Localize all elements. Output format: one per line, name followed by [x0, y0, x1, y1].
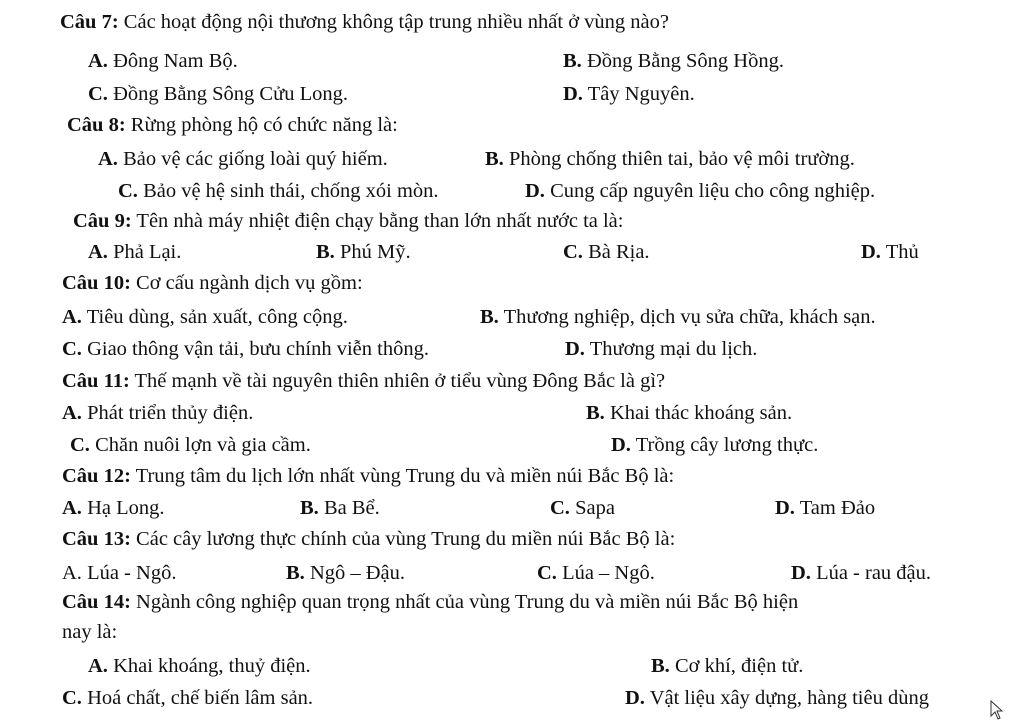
option-9b	[316, 239, 411, 265]
option-12a	[62, 495, 165, 521]
question-label: Câu 9:	[73, 210, 132, 232]
option-text: Khai thác khoáng sản.	[604, 402, 793, 424]
option-13c	[537, 560, 655, 586]
option-text: Thủ	[880, 241, 919, 263]
option-text: Chăn nuôi lợn và gia cầm.	[89, 434, 311, 456]
option-text: Lúa - Ngô.	[81, 562, 177, 584]
question-text: Cơ cấu ngành dịch vụ gồm:	[130, 272, 363, 294]
question-label: Câu 7:	[60, 11, 119, 33]
question-label: Câu 10:	[62, 272, 131, 294]
option-letter: B.	[316, 241, 335, 263]
option-9d	[861, 239, 919, 265]
option-text: Sapa	[569, 497, 615, 519]
option-text: Đồng Bằng Sông Cửu Long.	[107, 83, 348, 105]
option-text: Trồng cây lương thực.	[630, 434, 819, 456]
option-letter: A.	[98, 148, 118, 170]
option-9c	[563, 239, 650, 265]
question-13	[62, 526, 675, 552]
question-text: Rừng phòng hộ có chức năng là:	[125, 114, 398, 136]
question-14-continued: nay là:	[62, 621, 118, 643]
option-text: Phát triển thủy điện.	[81, 402, 254, 424]
option-text: Tam Đảo	[794, 497, 876, 519]
option-letter: C.	[550, 497, 570, 519]
option-letter: C.	[62, 687, 82, 709]
option-letter: B.	[286, 562, 305, 584]
option-letter: B.	[651, 655, 670, 677]
question-14	[62, 589, 798, 615]
option-letter: B.	[480, 306, 499, 328]
question-label: Câu 14:	[62, 591, 131, 613]
option-text: Thương nghiệp, dịch vụ sửa chữa, khách sạn.	[498, 306, 876, 328]
question-8	[67, 112, 398, 138]
option-12c	[550, 495, 615, 521]
option-letter: D.	[861, 241, 881, 263]
question-12	[62, 463, 674, 489]
option-letter: D.	[611, 434, 631, 456]
option-text: Tây Nguyên.	[582, 83, 695, 105]
option-letter: D.	[775, 497, 795, 519]
option-text: Bảo vệ các giống loài quý hiếm.	[117, 148, 388, 170]
option-13b	[286, 560, 405, 586]
option-13d	[791, 560, 931, 586]
option-7a	[88, 48, 238, 74]
question-label: Câu 12:	[62, 465, 131, 487]
question-label: Câu 11:	[62, 370, 130, 392]
option-letter: A.	[88, 241, 108, 263]
option-text: Ba Bể.	[318, 497, 380, 519]
option-7c	[88, 81, 348, 107]
option-text: Giao thông vận tải, bưu chính viễn thông.	[81, 338, 429, 360]
question-text: Ngành công nghiệp quan trọng nhất của vùng Trung du và miền núi Bắc Bộ hiện	[130, 591, 799, 613]
option-text: Bảo vệ hệ sinh thái, chống xói mòn.	[137, 180, 439, 202]
option-text: Cung cấp nguyên liệu cho công nghiệp.	[544, 180, 876, 202]
option-letter: C.	[70, 434, 90, 456]
option-14b	[651, 653, 803, 679]
question-label: Câu 13:	[62, 528, 131, 550]
mouse-cursor-icon	[990, 700, 1004, 720]
option-text: Khai khoáng, thuỷ điện.	[107, 655, 311, 677]
option-10b	[480, 304, 876, 330]
option-letter: A.	[88, 655, 108, 677]
option-8d	[525, 178, 875, 204]
option-letter: A.	[62, 306, 82, 328]
question-9	[73, 208, 623, 234]
option-letter: D.	[563, 83, 583, 105]
option-text: Bà Rịa.	[582, 241, 650, 263]
option-letter: C.	[563, 241, 583, 263]
question-10	[62, 270, 363, 296]
option-14a	[88, 653, 311, 679]
option-letter: B.	[485, 148, 504, 170]
option-letter: D.	[565, 338, 585, 360]
option-10c	[62, 336, 429, 362]
option-letter: B.	[586, 402, 605, 424]
option-14c	[62, 685, 313, 711]
option-8c	[118, 178, 439, 204]
option-text: Hạ Long.	[81, 497, 165, 519]
option-text: Tiêu dùng, sản xuất, công cộng.	[81, 306, 348, 328]
option-text: Cơ khí, điện tử.	[669, 655, 804, 677]
option-8b	[485, 146, 855, 172]
option-10d	[565, 336, 757, 362]
option-9a	[88, 239, 181, 265]
question-text: Các cây lương thực chính của vùng Trung du miền núi Bắc Bộ là:	[130, 528, 676, 550]
option-letter: B.	[300, 497, 319, 519]
option-letter: D.	[791, 562, 811, 584]
option-11d	[611, 432, 818, 458]
option-14d	[625, 685, 929, 711]
option-letter: D.	[525, 180, 545, 202]
option-13a	[62, 560, 176, 586]
option-letter: A.	[88, 50, 108, 72]
option-10a	[62, 304, 348, 330]
question-text: Thế mạnh về tài nguyên thiên nhiên ở tiểu vùng Đông Bắc là gì?	[129, 370, 666, 392]
option-7b	[563, 48, 784, 74]
option-7d	[563, 81, 695, 107]
option-text: Lúa – Ngô.	[556, 562, 655, 584]
option-letter: C.	[62, 338, 82, 360]
option-12b	[300, 495, 380, 521]
option-text: Phả Lại.	[107, 241, 182, 263]
option-letter: A.	[62, 497, 82, 519]
option-text: Lúa - rau đậu.	[810, 562, 932, 584]
question-7	[60, 9, 669, 35]
option-text: Phú Mỹ.	[334, 241, 411, 263]
option-11c	[70, 432, 311, 458]
option-letter: C.	[537, 562, 557, 584]
option-text: Đông Nam Bộ.	[107, 50, 238, 72]
option-letter: C.	[118, 180, 138, 202]
question-text: Tên nhà máy nhiệt điện chạy bằng than lớn nhất nước ta là:	[131, 210, 624, 232]
question-text: Trung tâm du lịch lớn nhất vùng Trung du và miền núi Bắc Bộ là:	[130, 465, 675, 487]
question-label: Câu 8:	[67, 114, 126, 136]
option-11b	[586, 400, 792, 426]
option-text: Vật liệu xây dựng, hàng tiêu dùng	[644, 687, 929, 709]
option-text: Hoá chất, chế biến lâm sản.	[81, 687, 314, 709]
question-11	[62, 368, 665, 394]
option-letter: A.	[62, 402, 82, 424]
option-text: Đồng Bằng Sông Hồng.	[581, 50, 784, 72]
option-letter: D.	[625, 687, 645, 709]
option-12d	[775, 495, 875, 521]
question-text: Các hoạt động nội thương không tập trung nhiều nhất ở vùng nào?	[118, 11, 669, 33]
option-11a	[62, 400, 253, 426]
option-8a	[98, 146, 388, 172]
option-text: Ngô – Đậu.	[304, 562, 406, 584]
option-text: Thương mại du lịch.	[584, 338, 758, 360]
option-letter: A.	[62, 562, 82, 584]
option-text: Phòng chống thiên tai, bảo vệ môi trường.	[503, 148, 855, 170]
option-letter: B.	[563, 50, 582, 72]
option-letter: C.	[88, 83, 108, 105]
